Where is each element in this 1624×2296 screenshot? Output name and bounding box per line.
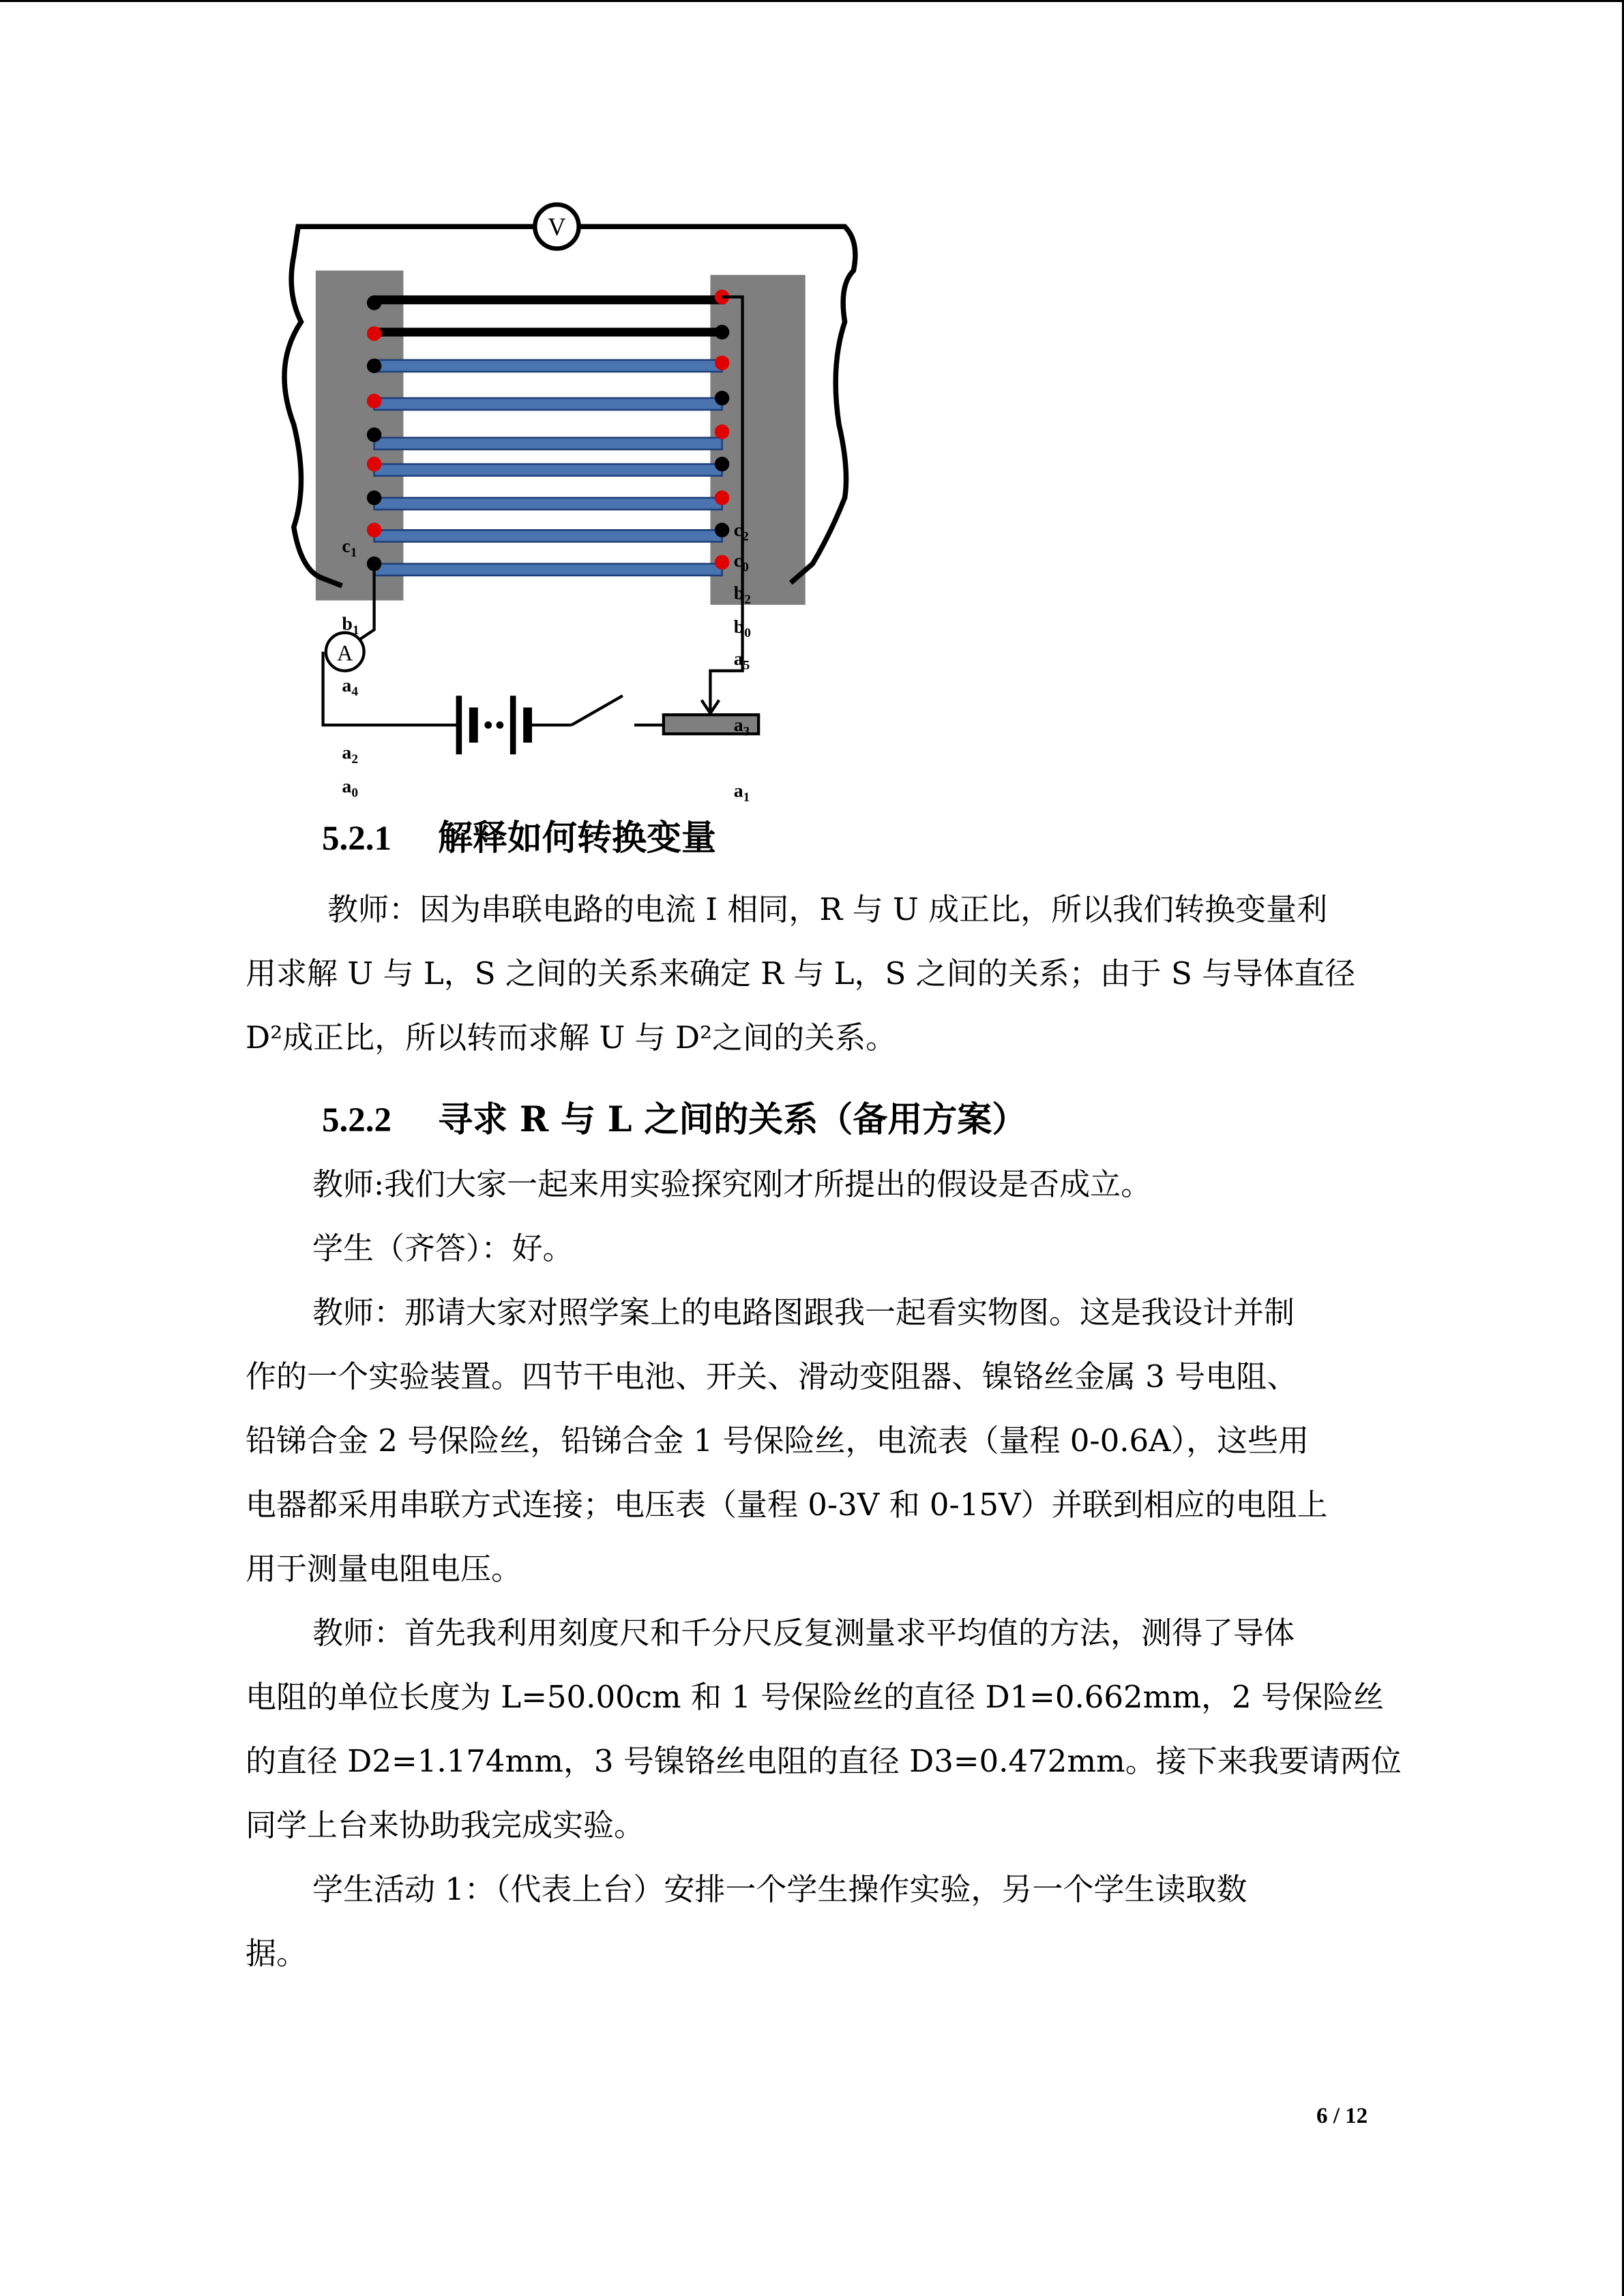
terminal-label-b1: $b_1$ bbox=[342, 613, 359, 638]
text-line: 教师:我们大家一起来用实验探究刚才所提出的假设是否成立。 bbox=[312, 1166, 1152, 1202]
section-number: 5.2.2 bbox=[322, 1101, 392, 1139]
terminal-label-a3: $a_3$ bbox=[733, 714, 750, 739]
right-terminal-dots bbox=[715, 290, 729, 570]
right-terminal-board bbox=[710, 275, 805, 605]
terminal-label-a0: $a_0$ bbox=[342, 776, 358, 801]
section-number: 5.2.1 bbox=[322, 820, 392, 858]
text-line: 铅锑合金 2 号保险丝，铅锑合金 1 号保险丝，电流表（量程 0-0.6A），这些用 bbox=[246, 1422, 1310, 1459]
terminal-label-c0: $c_0$ bbox=[733, 550, 749, 575]
left-terminal-dots bbox=[367, 295, 381, 571]
section-heading-5-2-1 bbox=[322, 809, 716, 860]
text-line: 据。 bbox=[246, 1935, 308, 1971]
terminal-label-a1: $a_1$ bbox=[733, 780, 750, 805]
circuit-diagram bbox=[286, 205, 900, 805]
section-heading-5-2-2 bbox=[322, 1091, 1027, 1142]
text-line: 用于测量电阻电压。 bbox=[246, 1551, 522, 1587]
battery-icon bbox=[459, 696, 528, 754]
paragraph-teacher-intro bbox=[246, 1152, 1402, 1986]
text-line: 同学上台来协助我完成实验。 bbox=[246, 1807, 645, 1843]
switch-icon bbox=[572, 696, 623, 725]
right-terminal-labels bbox=[734, 520, 751, 805]
ammeter-label: A bbox=[337, 640, 353, 666]
text-line: 学生（齐答）：好。 bbox=[312, 1230, 574, 1266]
terminal-label-c2: $c_2$ bbox=[733, 519, 749, 544]
text-line: 电阻的单位长度为 L=50.00cm 和 1 号保险丝的直径 D1=0.662mm，2 号保险丝 bbox=[246, 1679, 1384, 1715]
terminal-label-c1: $c_1$ bbox=[342, 535, 357, 561]
text-line: 教师：首先我利用刻度尺和千分尺反复测量求平均值的方法，测得了导体 bbox=[312, 1615, 1295, 1651]
left-terminal-board bbox=[316, 271, 404, 601]
text-line: 的直径 D2=1.174mm，3 号镍铬丝电阻的直径 D3=0.472mm。接下来我要请两位 bbox=[246, 1743, 1402, 1779]
terminal-label-a5: $a_5$ bbox=[733, 648, 750, 673]
section-title: 解释如何转换变量 bbox=[438, 818, 717, 859]
terminal-label-b0: $b_0$ bbox=[733, 616, 751, 641]
blue-wires bbox=[374, 360, 722, 576]
voltmeter-label: V bbox=[548, 213, 566, 241]
text-line: D²成正比，所以转而求解 U 与 D²之间的关系。 bbox=[246, 1019, 897, 1056]
text-line: 用求解 U 与 L，S 之间的关系来确定 R 与 L，S 之间的关系；由于 S 与导体直径 bbox=[246, 955, 1356, 992]
page-number: 6 / 12 bbox=[1316, 2104, 1368, 2128]
text-line: 学生活动 1：（代表上台）安排一个学生操作实验，另一个学生读取数 bbox=[312, 1871, 1247, 1907]
text-line: 教师：因为串联电路的电流 I 相同，R 与 U 成正比，所以我们转换变量利 bbox=[327, 891, 1328, 927]
terminal-label-b2: $b_2$ bbox=[733, 582, 751, 607]
text-line: 电器都采用串联方式连接；电压表（量程 0-3V 和 0-15V）并联到相应的电阻上 bbox=[246, 1487, 1328, 1523]
section-title: 寻求 R 与 L 之间的关系（备用方案） bbox=[438, 1099, 1027, 1140]
text-line: 教师：那请大家对照学案上的电路图跟我一起看实物图。这是我设计并制 bbox=[312, 1294, 1295, 1330]
terminal-label-a4: $a_4$ bbox=[342, 674, 358, 700]
terminal-label-a2: $a_2$ bbox=[342, 742, 358, 767]
text-line: 作的一个实验装置。四节干电池、开关、滑动变阻器、镍铬丝金属 3 号电阻、 bbox=[246, 1358, 1298, 1395]
paragraph-variable-conversion bbox=[246, 878, 1378, 1070]
